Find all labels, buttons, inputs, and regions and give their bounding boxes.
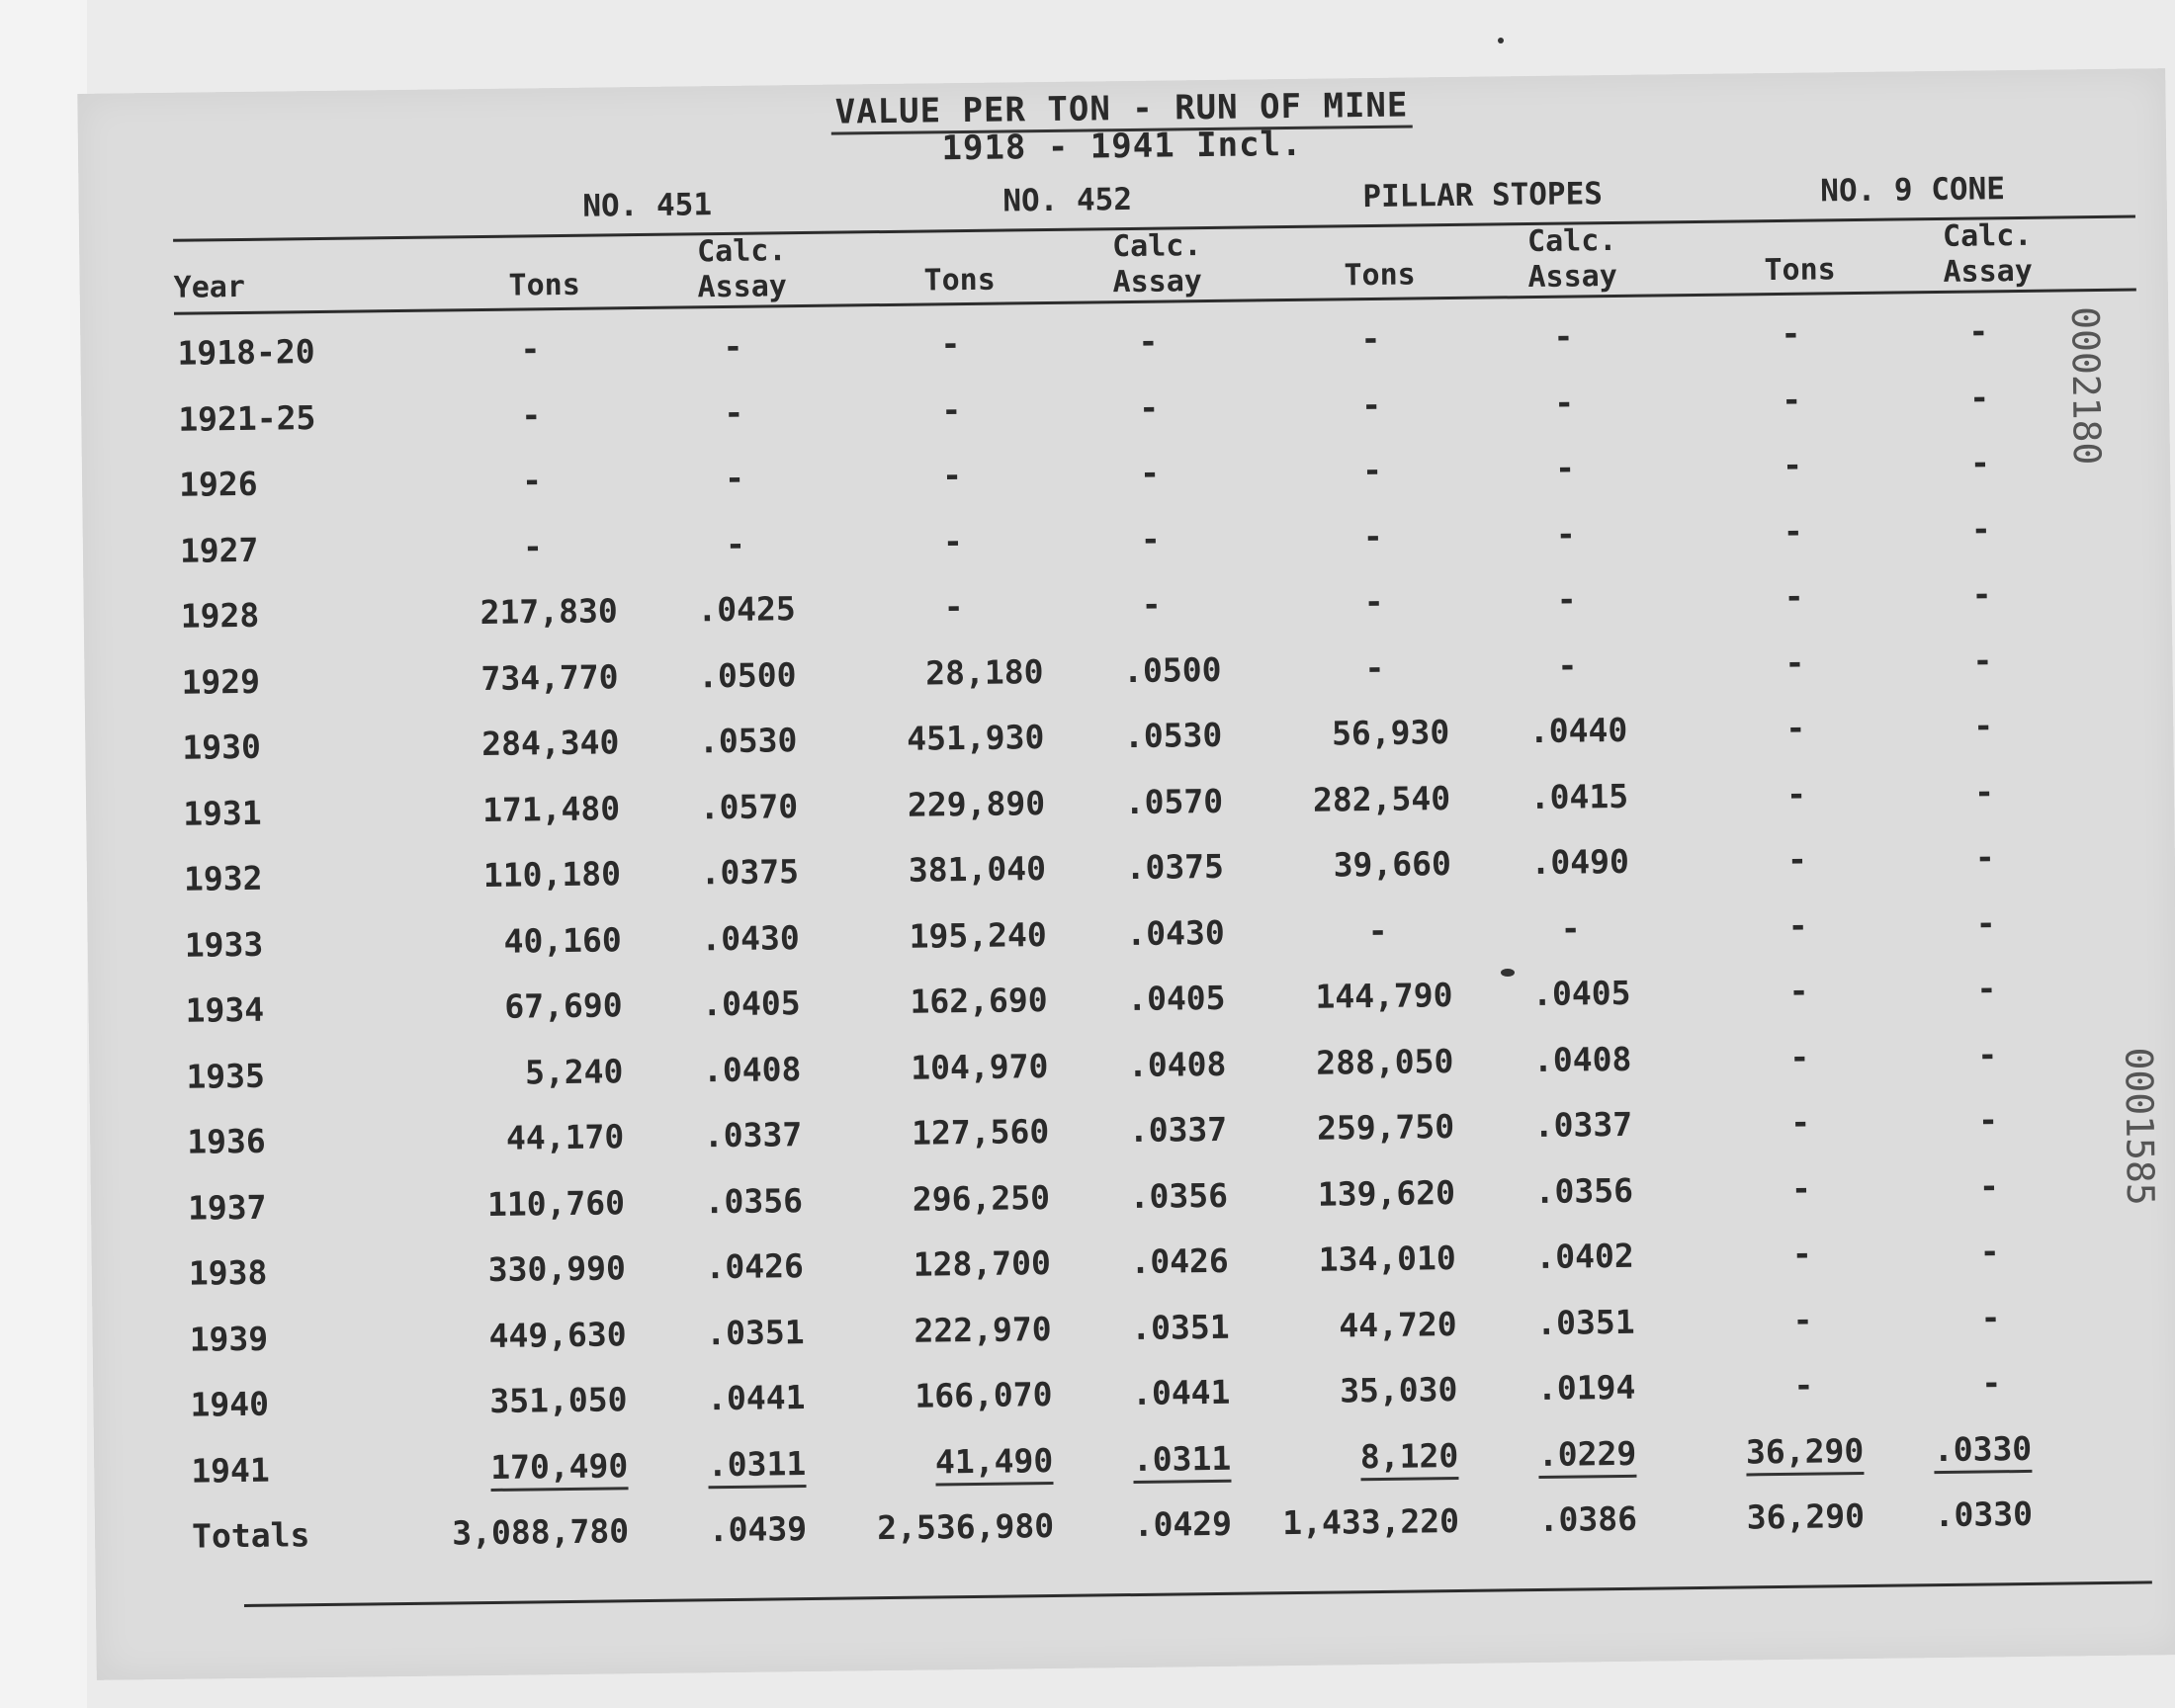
cone-assay-cell: - — [1972, 640, 1993, 680]
cone-assay-cell: - — [1980, 1297, 2001, 1337]
451-tons-cell: 351,050 — [489, 1380, 628, 1420]
pillar-assay-cell: - — [1554, 382, 1575, 422]
pillar-assay-cell: - — [1553, 316, 1574, 356]
header-cone-calc-assay: Calc. Assay — [1942, 217, 2033, 290]
year-cell: 1921-25 — [178, 397, 316, 439]
cone-tons-cell: - — [1793, 1365, 1814, 1405]
452-tons-cell: - — [943, 587, 964, 627]
pillar-assay-cell: .0405 — [1531, 973, 1631, 1014]
cone-assay-cell: - — [1977, 1034, 1998, 1074]
pillar-tons-cell: - — [1361, 384, 1382, 424]
pillar-tons-cell: - — [1367, 910, 1388, 950]
year-cell: 1941 — [191, 1450, 271, 1491]
year-cell: 1926 — [178, 464, 258, 504]
pillar-tons-cell: 8,120 — [1211, 1435, 1458, 1477]
452-assay-cell: .0430 — [1126, 912, 1225, 953]
pillar-assay-cell: .0402 — [1535, 1236, 1634, 1277]
year-cell: 1938 — [188, 1252, 268, 1293]
pillar-assay-cell: - — [1556, 579, 1577, 619]
pillar-assay-cell: - — [1554, 448, 1576, 487]
pillar-tons-cell: - — [1362, 516, 1384, 555]
year-cell: 1929 — [181, 661, 261, 702]
cone-assay-cell: - — [1978, 1165, 2000, 1206]
table-bottom-rule — [244, 1580, 2152, 1607]
cone-assay-cell: - — [1977, 1100, 1999, 1140]
452-assay-cell: .0429 — [1133, 1503, 1233, 1545]
pillar-tons-cell: 56,930 — [1331, 713, 1450, 753]
451-tons-cell: 170,490 — [381, 1446, 628, 1488]
cone-tons-cell: - — [1789, 1037, 1810, 1076]
452-tons-cell: 195,240 — [909, 914, 1047, 956]
header-cone-tons: Tons — [1764, 252, 1836, 289]
cone-tons-cell: - — [1792, 1300, 1813, 1339]
cone-tons-cell: - — [1785, 708, 1806, 747]
452-assay-cell: .0356 — [1129, 1175, 1229, 1216]
452-assay-cell: .0441 — [1131, 1372, 1231, 1413]
451-assay-cell: .0430 — [701, 917, 800, 958]
cone-assay-cell: .0330 — [1934, 1494, 2034, 1535]
451-assay-cell: .0408 — [702, 1049, 802, 1089]
451-tons-cell: 171,480 — [481, 788, 621, 829]
452-assay-cell: - — [1138, 321, 1159, 361]
archive-stamp-upper: 0002180 — [2063, 305, 2110, 466]
pillar-assay-cell: .0408 — [1532, 1039, 1632, 1079]
pillar-assay-cell: .0490 — [1530, 841, 1630, 883]
452-tons-cell: 127,560 — [911, 1112, 1050, 1153]
year-cell: 1931 — [182, 793, 262, 833]
451-assay-cell: .0425 — [697, 589, 796, 630]
group-no-9-cone: NO. 9 CONE — [1820, 171, 2006, 210]
cone-tons-cell: - — [1785, 774, 1807, 813]
cone-tons-cell: - — [1781, 313, 1801, 353]
452-assay-cell: .0405 — [1126, 978, 1226, 1019]
451-tons-cell: - — [521, 461, 543, 500]
451-tons-cell: 330,990 — [487, 1248, 627, 1289]
cone-tons-cell: 36,290 — [1746, 1495, 1866, 1537]
pillar-tons-cell: - — [1361, 450, 1383, 490]
year-cell: 1934 — [185, 989, 265, 1030]
header-pillar-calc-assay: Calc. Assay — [1526, 222, 1618, 296]
451-assay-cell: .0570 — [699, 786, 799, 826]
year-cell: 1932 — [183, 858, 263, 898]
year-cell: 1928 — [180, 595, 260, 636]
cone-tons-cell: - — [1786, 839, 1808, 879]
451-tons-cell: 5,240 — [524, 1051, 624, 1092]
year-cell: 1940 — [190, 1384, 270, 1424]
451-tons-cell: 110,180 — [482, 854, 622, 896]
pillar-tons-cell: 288,050 — [1316, 1041, 1454, 1082]
pillar-tons-cell: - — [1364, 647, 1385, 687]
451-assay-cell: .0351 — [706, 1312, 805, 1352]
pillar-assay-cell: .0386 — [1538, 1498, 1638, 1540]
scan-margin — [0, 0, 87, 1708]
452-assay-cell: .0500 — [1122, 649, 1222, 690]
452-assay-cell: .0426 — [1130, 1240, 1230, 1282]
452-assay-cell: .0337 — [1128, 1109, 1228, 1151]
452-tons-cell: - — [941, 456, 963, 495]
pillar-assay-cell: .0229 — [1478, 1433, 1636, 1474]
ink-speck — [1501, 969, 1515, 977]
cone-assay-cell: - — [1979, 1232, 2000, 1271]
pillar-tons-cell: 39,660 — [1333, 844, 1452, 885]
header-451-calc-assay: Calc. Assay — [696, 233, 788, 305]
year-cell: 1918-20 — [177, 332, 315, 373]
452-tons-cell: 229,890 — [907, 783, 1046, 824]
cone-assay-cell: - — [1975, 902, 1996, 943]
452-tons-cell: 222,970 — [914, 1309, 1052, 1350]
452-tons-cell: 381,040 — [908, 849, 1047, 890]
452-tons-cell: 162,690 — [910, 981, 1048, 1021]
pillar-assay-cell: - — [1560, 907, 1581, 948]
group-no-451: NO. 451 — [582, 187, 713, 224]
451-tons-cell: - — [520, 329, 541, 369]
452-tons-cell: 451,930 — [906, 718, 1045, 758]
cone-tons-cell: 36,290 — [1616, 1430, 1864, 1472]
451-assay-cell: - — [724, 458, 745, 497]
pillar-assay-cell: .0356 — [1534, 1170, 1634, 1211]
cone-assay-cell: - — [1971, 574, 1992, 614]
cone-assay-cell: - — [1968, 311, 1989, 351]
452-assay-cell: - — [1140, 519, 1162, 558]
pillar-assay-cell: .0440 — [1528, 710, 1628, 751]
cone-tons-cell: - — [1790, 1168, 1812, 1208]
451-tons-cell: 734,770 — [480, 656, 619, 698]
451-tons-cell: 40,160 — [503, 919, 623, 961]
year-cell: 1930 — [182, 726, 262, 767]
document-sheet — [77, 68, 2175, 1680]
pillar-tons-cell: 1,433,220 — [1281, 1500, 1460, 1543]
451-tons-cell: 44,170 — [505, 1117, 625, 1157]
452-tons-cell: 2,536,980 — [877, 1506, 1055, 1548]
452-tons-cell: 166,070 — [914, 1375, 1053, 1415]
archive-stamp-lower: 0001585 — [2117, 1047, 2163, 1206]
451-tons-cell: 284,340 — [481, 723, 620, 764]
cone-assay-cell: - — [1968, 377, 1990, 417]
year-cell: 1939 — [189, 1319, 269, 1359]
pillar-tons-cell: - — [1360, 318, 1381, 359]
451-assay-cell: - — [724, 392, 744, 432]
header-year: Year — [173, 269, 246, 305]
452-tons-cell: 128,700 — [913, 1243, 1052, 1284]
pillar-tons-cell: 282,540 — [1312, 778, 1451, 819]
451-tons-cell: 110,760 — [486, 1182, 626, 1224]
pillar-tons-cell: 144,790 — [1315, 976, 1453, 1016]
452-assay-cell: .0570 — [1124, 781, 1224, 821]
pillar-assay-cell: .0194 — [1536, 1367, 1636, 1409]
cone-assay-cell: - — [1973, 771, 1995, 811]
452-assay-cell: .0530 — [1123, 715, 1223, 756]
451-assay-cell: .0441 — [706, 1378, 806, 1418]
cone-assay-cell: - — [1973, 706, 1994, 745]
451-assay-cell: .0439 — [708, 1509, 808, 1550]
pillar-tons-cell: 139,620 — [1317, 1172, 1456, 1214]
451-assay-cell: .0530 — [698, 721, 798, 761]
pillar-tons-cell: - — [1363, 581, 1384, 622]
451-tons-cell: 3,088,780 — [452, 1511, 630, 1553]
452-tons-cell: 41,490 — [806, 1441, 1053, 1483]
header-451-tons: Tons — [508, 267, 581, 303]
totals-label: Totals — [191, 1515, 310, 1556]
cone-assay-cell: - — [1981, 1363, 2002, 1403]
452-tons-cell: 104,970 — [911, 1046, 1049, 1087]
451-tons-cell: - — [522, 526, 544, 565]
451-assay-cell: .0426 — [705, 1246, 805, 1287]
452-assay-cell: .0408 — [1127, 1044, 1227, 1084]
452-tons-cell: - — [940, 324, 961, 364]
ink-speck — [1498, 38, 1504, 43]
451-assay-cell: .0375 — [700, 852, 800, 893]
451-tons-cell: 217,830 — [479, 591, 618, 633]
pillar-assay-cell: .0415 — [1529, 776, 1629, 816]
year-cell: 1935 — [186, 1056, 266, 1096]
451-tons-cell: - — [521, 394, 542, 434]
451-assay-cell: .0405 — [701, 983, 801, 1024]
cone-tons-cell: - — [1788, 971, 1809, 1010]
year-cell: 1937 — [187, 1187, 267, 1228]
pillar-assay-cell: .0351 — [1535, 1302, 1635, 1342]
cone-assay-cell: - — [1969, 443, 1991, 482]
451-assay-cell: - — [725, 524, 746, 563]
year-cell: 1936 — [186, 1121, 266, 1161]
pillar-tons-cell: 35,030 — [1339, 1370, 1458, 1410]
year-cell: 1927 — [179, 530, 259, 570]
451-assay-cell: .0356 — [704, 1180, 804, 1221]
group-no-452: NO. 452 — [1002, 181, 1133, 219]
group-pillar-stopes: PILLAR STOPES — [1362, 176, 1604, 215]
452-assay-cell: - — [1139, 453, 1161, 492]
451-tons-cell: 449,630 — [488, 1314, 627, 1355]
cone-tons-cell: - — [1789, 1102, 1811, 1142]
header-452-calc-assay: Calc. Assay — [1111, 228, 1203, 300]
452-assay-cell: - — [1139, 387, 1160, 427]
451-assay-cell: .0337 — [703, 1115, 803, 1155]
cone-tons-cell: - — [1782, 445, 1803, 484]
pillar-tons-cell: 44,720 — [1339, 1304, 1457, 1344]
pillar-assay-cell: - — [1557, 644, 1578, 685]
header-452-tons: Tons — [923, 262, 996, 299]
document-subtitle: 1918 - 1941 Incl. — [941, 124, 1303, 169]
year-cell: 1933 — [184, 924, 264, 965]
cone-tons-cell: - — [1784, 642, 1805, 682]
452-assay-cell: .0351 — [1131, 1307, 1230, 1347]
cone-assay-cell: - — [1970, 508, 1991, 549]
pillar-assay-cell: - — [1555, 513, 1576, 554]
cone-tons-cell: - — [1787, 905, 1808, 945]
pillar-tons-cell: 259,750 — [1316, 1107, 1455, 1148]
452-assay-cell: - — [1141, 584, 1162, 624]
451-assay-cell: .0500 — [697, 654, 797, 695]
cone-tons-cell: - — [1782, 380, 1802, 419]
header-pillar-tons: Tons — [1344, 257, 1416, 294]
452-tons-cell: - — [941, 389, 962, 429]
cone-assay-cell: - — [1974, 837, 1996, 877]
pillar-tons-cell: 134,010 — [1318, 1238, 1457, 1279]
452-assay-cell: .0311 — [1073, 1438, 1231, 1479]
document-title: VALUE PER TON - RUN OF MINE — [77, 76, 2165, 141]
cone-tons-cell: - — [1783, 511, 1803, 551]
451-assay-cell: .0311 — [648, 1444, 806, 1485]
451-tons-cell: 67,690 — [504, 985, 623, 1026]
pillar-assay-cell: .0337 — [1533, 1104, 1633, 1146]
451-assay-cell: - — [723, 326, 743, 366]
cone-assay-cell: - — [1976, 969, 1997, 1008]
452-assay-cell: .0375 — [1125, 846, 1225, 888]
cone-tons-cell: - — [1784, 576, 1804, 616]
452-tons-cell: 28,180 — [925, 651, 1044, 693]
cone-tons-cell: - — [1791, 1234, 1812, 1273]
cone-assay-cell: .0330 — [1873, 1428, 2032, 1469]
452-tons-cell: - — [942, 521, 964, 560]
452-tons-cell: 296,250 — [912, 1177, 1051, 1219]
